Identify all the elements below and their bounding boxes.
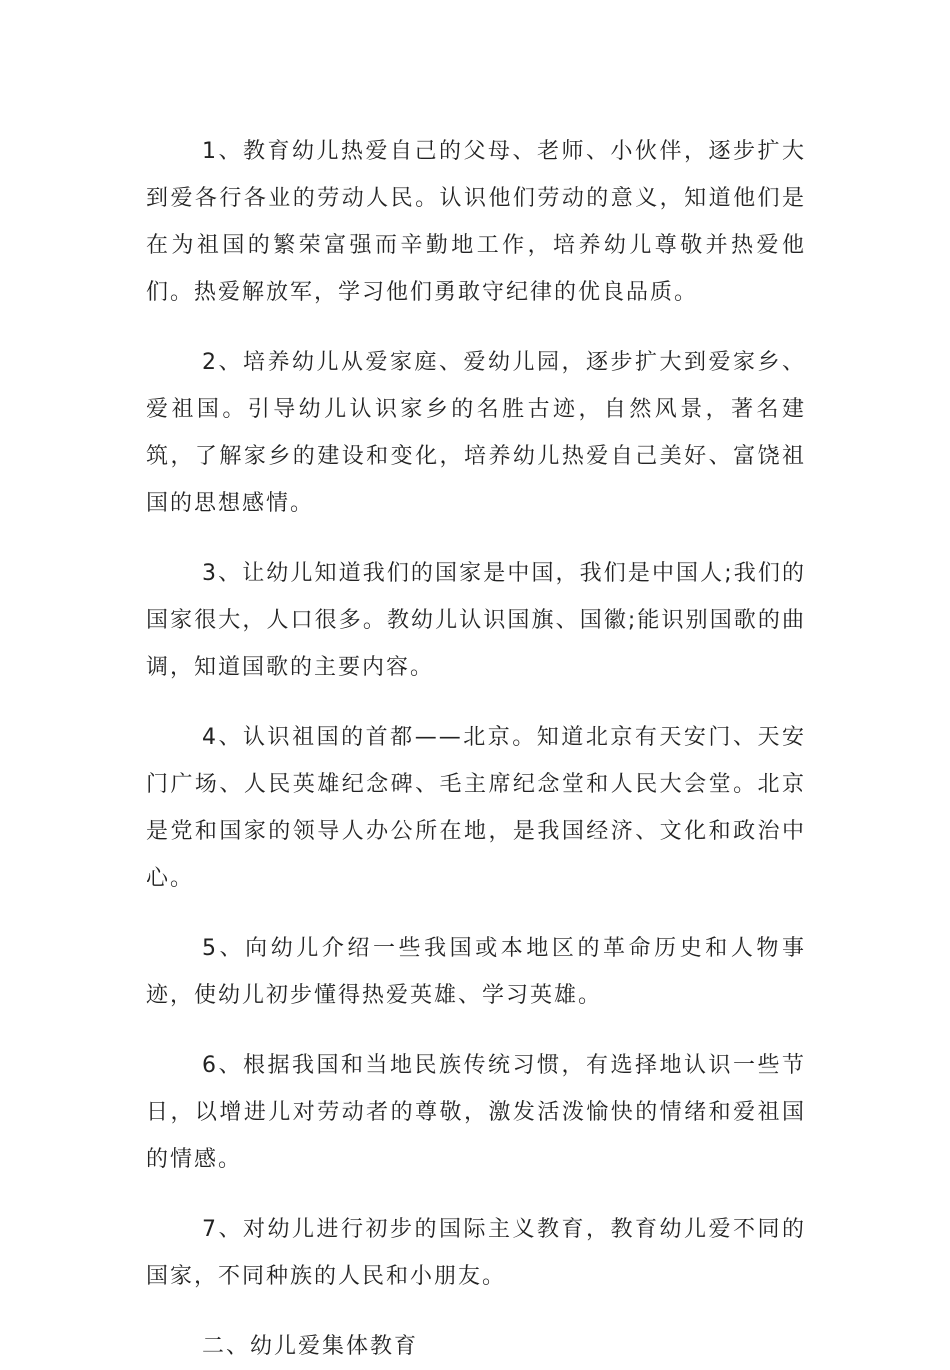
document-body bbox=[146, 128, 806, 1370]
paragraph-2: 2、培养幼儿从爱家庭、爱幼儿园，逐步扩大到爱家乡、爱祖国。引导幼儿认识家乡的名胜古迹，自然风景，著名建筑，了解家乡的建设和变化，培养幼儿热爱自己美好、富饶祖国的思想感情。 bbox=[146, 350, 806, 516]
paragraph-7: 7、对幼儿进行初步的国际主义教育，教育幼儿爱不同的国家，不同种族的人民和小朋友。 bbox=[146, 1217, 806, 1289]
paragraph-3: 3、让幼儿知道我们的国家是中国，我们是中国人;我们的国家很大，人口很多。教幼儿认识国旗、国徽;能识别国歌的曲调，知道国歌的主要内容。 bbox=[146, 561, 806, 680]
paragraph-4: 4、认识祖国的首都——北京。知道北京有天安门、天安门广场、人民英雄纪念碑、毛主席纪念堂和人民大会堂。北京是党和国家的领导人办公所在地，是我国经济、文化和政治中心。 bbox=[146, 725, 806, 891]
paragraph-1: 1、教育幼儿热爱自己的父母、老师、小伙伴，逐步扩大到爱各行各业的劳动人民。认识他们劳动的意义，知道他们是在为祖国的繁荣富强而辛勤地工作，培养幼儿尊敬并热爱他们。热爱解放军，学习他们勇敢守纪律的优良品质。 bbox=[146, 139, 806, 305]
paragraph-5: 5、向幼儿介绍一些我国或本地区的革命历史和人物事迹，使幼儿初步懂得热爱英雄、学习英雄。 bbox=[146, 936, 806, 1008]
paragraph-6: 6、根据我国和当地民族传统习惯，有选择地认识一些节日，以增进儿对劳动者的尊敬，激发活泼愉快的情绪和爱祖国的情感。 bbox=[146, 1053, 806, 1172]
section-heading: 二、幼儿爱集体教育 bbox=[202, 1334, 419, 1359]
